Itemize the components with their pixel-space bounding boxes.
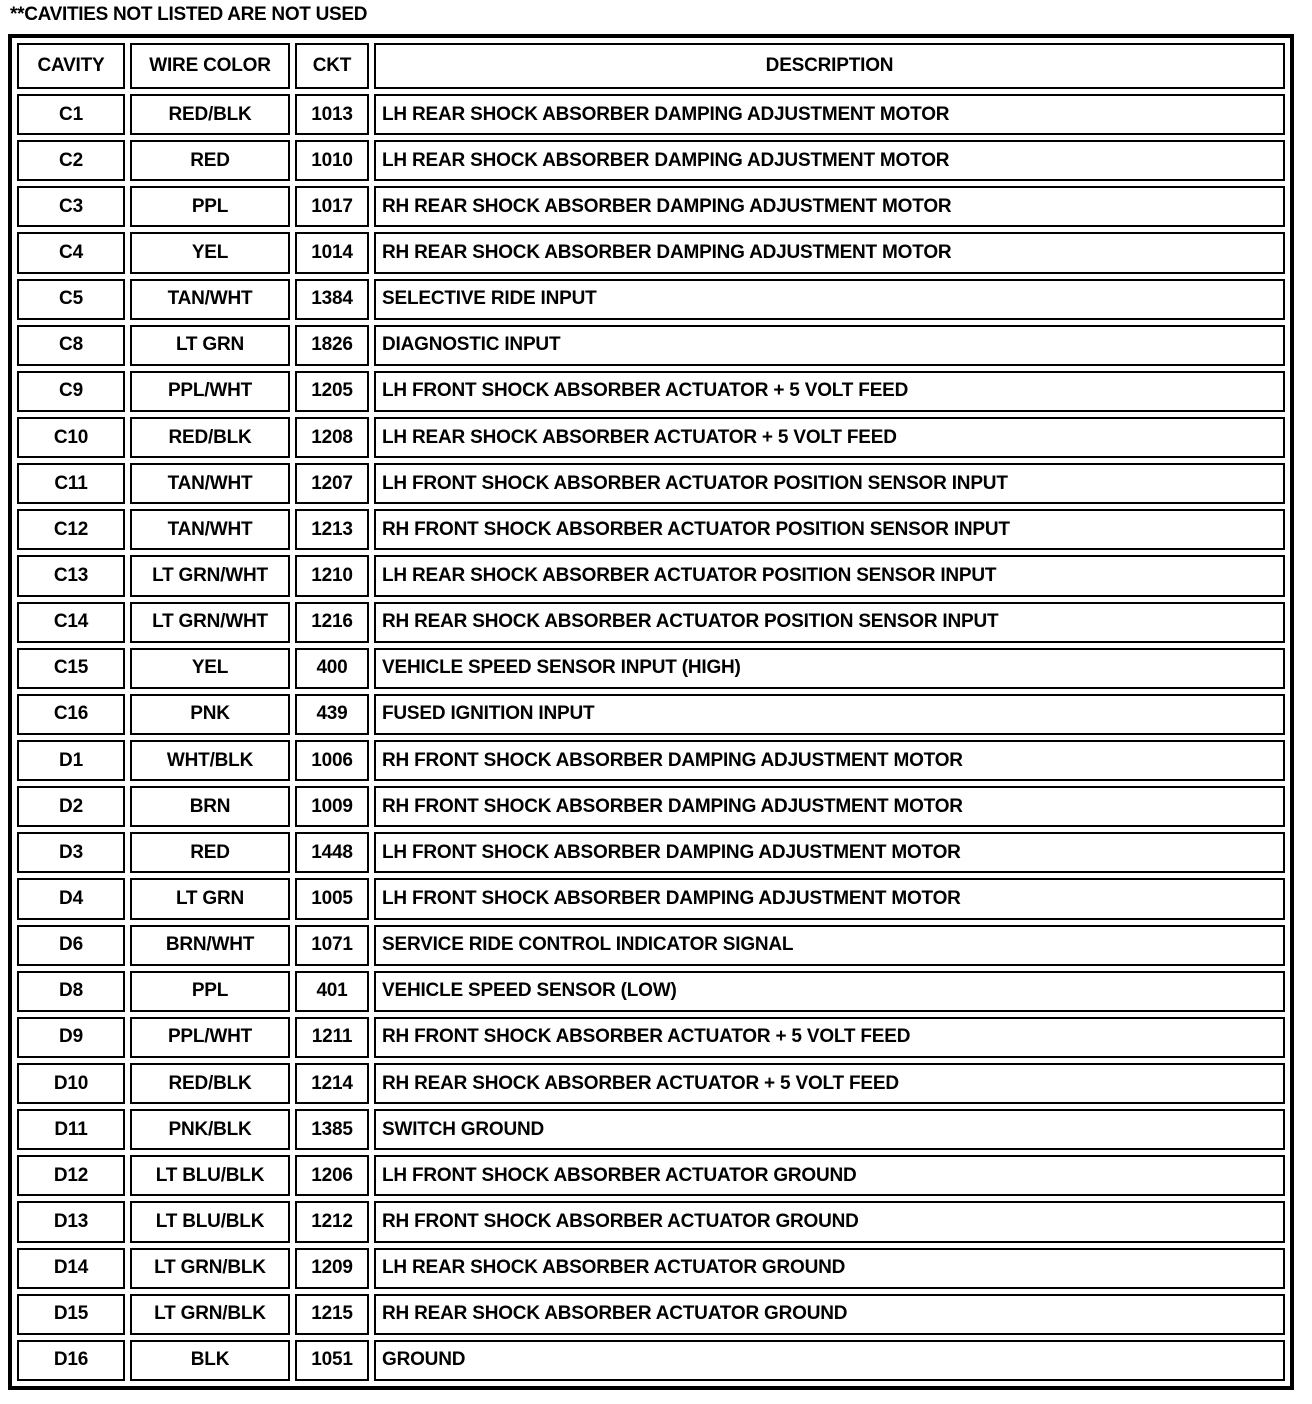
cell-description: RH REAR SHOCK ABSORBER ACTUATOR GROUND xyxy=(374,1294,1285,1335)
cell-wire-color: RED xyxy=(130,140,290,181)
table-row xyxy=(17,1294,1285,1335)
table-row xyxy=(17,417,1285,458)
cell-wire-color: YEL xyxy=(130,648,290,689)
cell-cavity: C4 xyxy=(17,232,125,273)
cell-wire-color: TAN/WHT xyxy=(130,279,290,320)
table-row xyxy=(17,371,1285,412)
cell-description: LH REAR SHOCK ABSORBER ACTUATOR GROUND xyxy=(374,1248,1285,1289)
table-row xyxy=(17,1248,1285,1289)
cell-cavity: D15 xyxy=(17,1294,125,1335)
cell-cavity: D11 xyxy=(17,1109,125,1150)
table-row xyxy=(17,1017,1285,1058)
cell-ckt: 1206 xyxy=(295,1155,369,1196)
header-cavity: CAVITY xyxy=(17,43,125,89)
cell-wire-color: PNK xyxy=(130,694,290,735)
cell-description: VEHICLE SPEED SENSOR INPUT (HIGH) xyxy=(374,648,1285,689)
cell-cavity: C15 xyxy=(17,648,125,689)
cell-wire-color: PPL/WHT xyxy=(130,371,290,412)
table-row xyxy=(17,325,1285,366)
cell-wire-color: LT GRN/WHT xyxy=(130,602,290,643)
cell-cavity: C16 xyxy=(17,694,125,735)
cell-wire-color: BRN xyxy=(130,786,290,827)
cell-cavity: C9 xyxy=(17,371,125,412)
cell-description: VEHICLE SPEED SENSOR (LOW) xyxy=(374,971,1285,1012)
cell-wire-color: LT GRN xyxy=(130,325,290,366)
cell-cavity: D13 xyxy=(17,1201,125,1242)
cell-wire-color: RED/BLK xyxy=(130,94,290,135)
cell-wire-color: BRN/WHT xyxy=(130,925,290,966)
cell-ckt: 400 xyxy=(295,648,369,689)
cell-cavity: C5 xyxy=(17,279,125,320)
cell-cavity: D4 xyxy=(17,878,125,919)
cell-ckt: 1213 xyxy=(295,509,369,550)
cell-description: LH REAR SHOCK ABSORBER ACTUATOR + 5 VOLT FEED xyxy=(374,417,1285,458)
cell-ckt: 1071 xyxy=(295,925,369,966)
cell-cavity: C2 xyxy=(17,140,125,181)
cell-ckt: 401 xyxy=(295,971,369,1012)
cell-ckt: 1211 xyxy=(295,1017,369,1058)
cavities-note: **CAVITIES NOT LISTED ARE NOT USED xyxy=(10,4,368,25)
cell-description: LH FRONT SHOCK ABSORBER DAMPING ADJUSTMENT MOTOR xyxy=(374,878,1285,919)
cell-description: SELECTIVE RIDE INPUT xyxy=(374,279,1285,320)
cell-wire-color: LT BLU/BLK xyxy=(130,1201,290,1242)
cell-ckt: 1214 xyxy=(295,1063,369,1104)
cell-wire-color: WHT/BLK xyxy=(130,740,290,781)
cell-wire-color: BLK xyxy=(130,1340,290,1381)
header-description: DESCRIPTION xyxy=(374,43,1285,89)
table-row xyxy=(17,94,1285,135)
cell-description: LH FRONT SHOCK ABSORBER ACTUATOR POSITION SENSOR INPUT xyxy=(374,463,1285,504)
table-row xyxy=(17,832,1285,873)
cell-cavity: D1 xyxy=(17,740,125,781)
table-row xyxy=(17,740,1285,781)
cell-ckt: 1205 xyxy=(295,371,369,412)
cell-description: GROUND xyxy=(374,1340,1285,1381)
cell-ckt: 1009 xyxy=(295,786,369,827)
cell-cavity: C8 xyxy=(17,325,125,366)
cell-ckt: 1448 xyxy=(295,832,369,873)
cell-description: SWITCH GROUND xyxy=(374,1109,1285,1150)
cell-cavity: D9 xyxy=(17,1017,125,1058)
table-row xyxy=(17,925,1285,966)
cell-ckt: 1207 xyxy=(295,463,369,504)
cell-ckt: 1209 xyxy=(295,1248,369,1289)
cell-wire-color: LT BLU/BLK xyxy=(130,1155,290,1196)
cell-wire-color: RED/BLK xyxy=(130,417,290,458)
table-row xyxy=(17,878,1285,919)
cell-wire-color: TAN/WHT xyxy=(130,463,290,504)
cell-wire-color: LT GRN/BLK xyxy=(130,1294,290,1335)
cell-description: LH REAR SHOCK ABSORBER DAMPING ADJUSTMENT MOTOR xyxy=(374,94,1285,135)
cell-description: RH REAR SHOCK ABSORBER ACTUATOR POSITION SENSOR INPUT xyxy=(374,602,1285,643)
cell-wire-color: LT GRN xyxy=(130,878,290,919)
cell-description: FUSED IGNITION INPUT xyxy=(374,694,1285,735)
cell-cavity: C10 xyxy=(17,417,125,458)
cell-ckt: 1017 xyxy=(295,186,369,227)
cell-description: RH REAR SHOCK ABSORBER DAMPING ADJUSTMENT MOTOR xyxy=(374,186,1285,227)
cell-cavity: C11 xyxy=(17,463,125,504)
table-row xyxy=(17,279,1285,320)
table-row xyxy=(17,1063,1285,1104)
cell-cavity: C12 xyxy=(17,509,125,550)
cell-wire-color: LT GRN/BLK xyxy=(130,1248,290,1289)
cell-wire-color: PPL/WHT xyxy=(130,1017,290,1058)
table-row xyxy=(17,1340,1285,1381)
cell-cavity: C13 xyxy=(17,555,125,596)
table-row xyxy=(17,1155,1285,1196)
cell-cavity: D16 xyxy=(17,1340,125,1381)
cell-ckt: 1051 xyxy=(295,1340,369,1381)
cell-wire-color: RED xyxy=(130,832,290,873)
table-row xyxy=(17,694,1285,735)
cell-cavity: D14 xyxy=(17,1248,125,1289)
cell-description: RH FRONT SHOCK ABSORBER DAMPING ADJUSTMENT MOTOR xyxy=(374,740,1285,781)
table-row xyxy=(17,463,1285,504)
cell-cavity: D10 xyxy=(17,1063,125,1104)
cell-description: RH FRONT SHOCK ABSORBER ACTUATOR + 5 VOLT FEED xyxy=(374,1017,1285,1058)
cell-wire-color: TAN/WHT xyxy=(130,509,290,550)
cell-ckt: 1215 xyxy=(295,1294,369,1335)
table-row xyxy=(17,1201,1285,1242)
table-body xyxy=(17,94,1285,1381)
cell-description: DIAGNOSTIC INPUT xyxy=(374,325,1285,366)
cell-description: LH FRONT SHOCK ABSORBER DAMPING ADJUSTMENT MOTOR xyxy=(374,832,1285,873)
cell-wire-color: PPL xyxy=(130,186,290,227)
table-row xyxy=(17,186,1285,227)
cell-ckt: 1385 xyxy=(295,1109,369,1150)
table-row xyxy=(17,555,1285,596)
cell-ckt: 1384 xyxy=(295,279,369,320)
table-row xyxy=(17,602,1285,643)
cell-ckt: 1208 xyxy=(295,417,369,458)
header-row xyxy=(17,43,1285,89)
cell-description: RH FRONT SHOCK ABSORBER DAMPING ADJUSTMENT MOTOR xyxy=(374,786,1285,827)
connector-pinout-table-frame xyxy=(8,34,1294,1390)
table-row xyxy=(17,1109,1285,1150)
cell-cavity: D3 xyxy=(17,832,125,873)
cell-description: SERVICE RIDE CONTROL INDICATOR SIGNAL xyxy=(374,925,1285,966)
table-row xyxy=(17,786,1285,827)
cell-ckt: 1005 xyxy=(295,878,369,919)
cell-ckt: 1826 xyxy=(295,325,369,366)
connector-pinout-table xyxy=(12,38,1290,1386)
cell-description: RH FRONT SHOCK ABSORBER ACTUATOR POSITION SENSOR INPUT xyxy=(374,509,1285,550)
cell-ckt: 1010 xyxy=(295,140,369,181)
cell-wire-color: RED/BLK xyxy=(130,1063,290,1104)
table-row xyxy=(17,232,1285,273)
header-wire-color: WIRE COLOR xyxy=(130,43,290,89)
table-row xyxy=(17,140,1285,181)
cell-description: LH FRONT SHOCK ABSORBER ACTUATOR GROUND xyxy=(374,1155,1285,1196)
cell-cavity: D12 xyxy=(17,1155,125,1196)
cell-wire-color: YEL xyxy=(130,232,290,273)
cell-ckt: 1216 xyxy=(295,602,369,643)
cell-wire-color: LT GRN/WHT xyxy=(130,555,290,596)
cell-description: RH FRONT SHOCK ABSORBER ACTUATOR GROUND xyxy=(374,1201,1285,1242)
header-ckt: CKT xyxy=(295,43,369,89)
cell-ckt: 1210 xyxy=(295,555,369,596)
cell-cavity: C14 xyxy=(17,602,125,643)
cell-cavity: D2 xyxy=(17,786,125,827)
cell-ckt: 1006 xyxy=(295,740,369,781)
cell-cavity: D8 xyxy=(17,971,125,1012)
cell-cavity: D6 xyxy=(17,925,125,966)
cell-cavity: C3 xyxy=(17,186,125,227)
cell-wire-color: PNK/BLK xyxy=(130,1109,290,1150)
table-row xyxy=(17,648,1285,689)
cell-ckt: 439 xyxy=(295,694,369,735)
table-row xyxy=(17,971,1285,1012)
cell-description: LH REAR SHOCK ABSORBER DAMPING ADJUSTMENT MOTOR xyxy=(374,140,1285,181)
cell-wire-color: PPL xyxy=(130,971,290,1012)
cell-cavity: C1 xyxy=(17,94,125,135)
cell-description: LH FRONT SHOCK ABSORBER ACTUATOR + 5 VOLT FEED xyxy=(374,371,1285,412)
cell-ckt: 1212 xyxy=(295,1201,369,1242)
cell-description: RH REAR SHOCK ABSORBER DAMPING ADJUSTMENT MOTOR xyxy=(374,232,1285,273)
table-row xyxy=(17,509,1285,550)
cell-description: RH REAR SHOCK ABSORBER ACTUATOR + 5 VOLT FEED xyxy=(374,1063,1285,1104)
cell-description: LH REAR SHOCK ABSORBER ACTUATOR POSITION SENSOR INPUT xyxy=(374,555,1285,596)
cell-ckt: 1014 xyxy=(295,232,369,273)
cell-ckt: 1013 xyxy=(295,94,369,135)
